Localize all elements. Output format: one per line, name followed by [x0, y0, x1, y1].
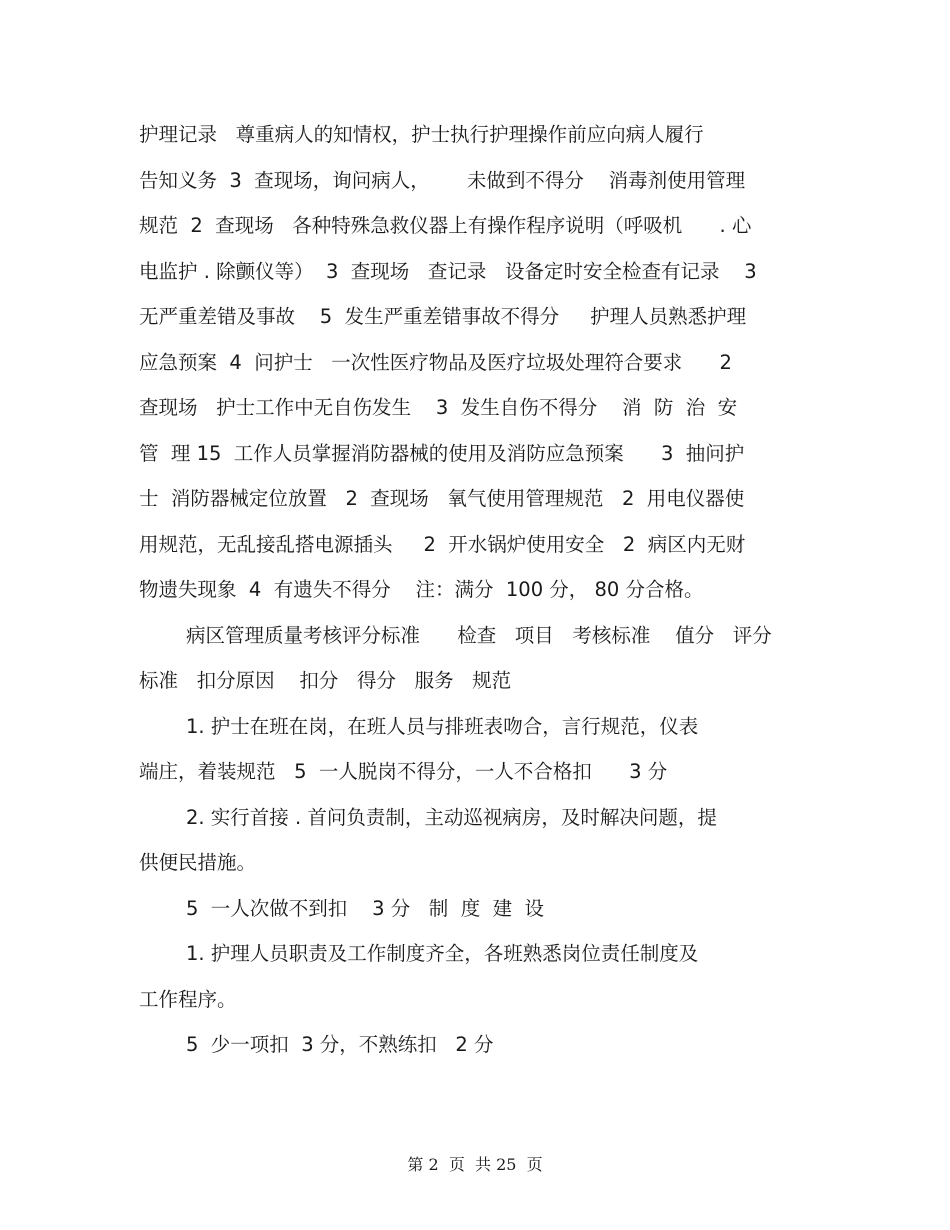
- page-footer: 第 2 页 共 25 页: [407, 1155, 543, 1174]
- text-line: 无严重差错及事故 5 发生严重差错事故不得分 护理人员熟悉护理: [139, 305, 747, 328]
- text-line: 5 一人次做不到扣 3 分 制 度 建 设: [186, 896, 544, 920]
- text-line: 病区管理质量考核评分标准 检查 项目 考核标准 值分 评分: [186, 623, 772, 647]
- text-line: 规范 2 查现场 各种特殊急救仪器上有操作程序说明（呼吸机 . 心: [139, 214, 752, 237]
- text-line: 查现场 护士工作中无自伤发生 3 发生自伤不得分 消 防 治 安: [139, 396, 738, 419]
- text-line: 2. 实行首接 . 首问负责制，主动巡视病房，及时解决问题，提: [186, 805, 717, 829]
- text-line: 告知义务 3 查现场，询问病人， 未做到不得分 消毒剂使用管理: [139, 168, 746, 192]
- document-body: [139, 112, 819, 1068]
- text-line: 电监护 . 除颤仪等） 3 查现场 查记录 设备定时安全检查有记录 3: [139, 259, 757, 283]
- text-line: 物遗失现象 4 有遗失不得分 注：满分 100 分， 80 分合格。: [139, 578, 704, 601]
- text-line: 护理记录 尊重病人的知情权，护士执行护理操作前应向病人履行: [139, 123, 704, 146]
- text-line: 端庄，着装规范 5 一人脱岗不得分，一人不合格扣 3 分: [139, 760, 668, 783]
- text-line: 应急预案 4 问护士 一次性医疗物品及医疗垃圾处理符合要求 2: [139, 350, 732, 374]
- text-line: 工作程序。: [139, 987, 237, 1011]
- text-line: 士 消防器械定位放置 2 查现场 氧气使用管理规范 2 用电仪器使: [139, 487, 745, 510]
- text-line: 1. 护士在班在岗，在班人员与排班表吻合，言行规范，仪表: [186, 714, 699, 738]
- text-line: 管 理 15 工作人员掌握消防器械的使用及消防应急预案 3 抽问护: [139, 441, 745, 465]
- text-line: 5 少一项扣 3 分，不熟练扣 2 分: [186, 1033, 494, 1056]
- text-line: 1. 护理人员职责及工作制度齐全，各班熟悉岗位责任制度及: [186, 942, 699, 965]
- text-line: 供便民措施。: [139, 851, 257, 874]
- text-line: 标准 扣分原因 扣分 得分 服务 规范: [139, 669, 512, 692]
- text-line: 用规范，无乱接乱搭电源插头 2 开水锅炉使用安全 2 病区内无财: [139, 532, 746, 556]
